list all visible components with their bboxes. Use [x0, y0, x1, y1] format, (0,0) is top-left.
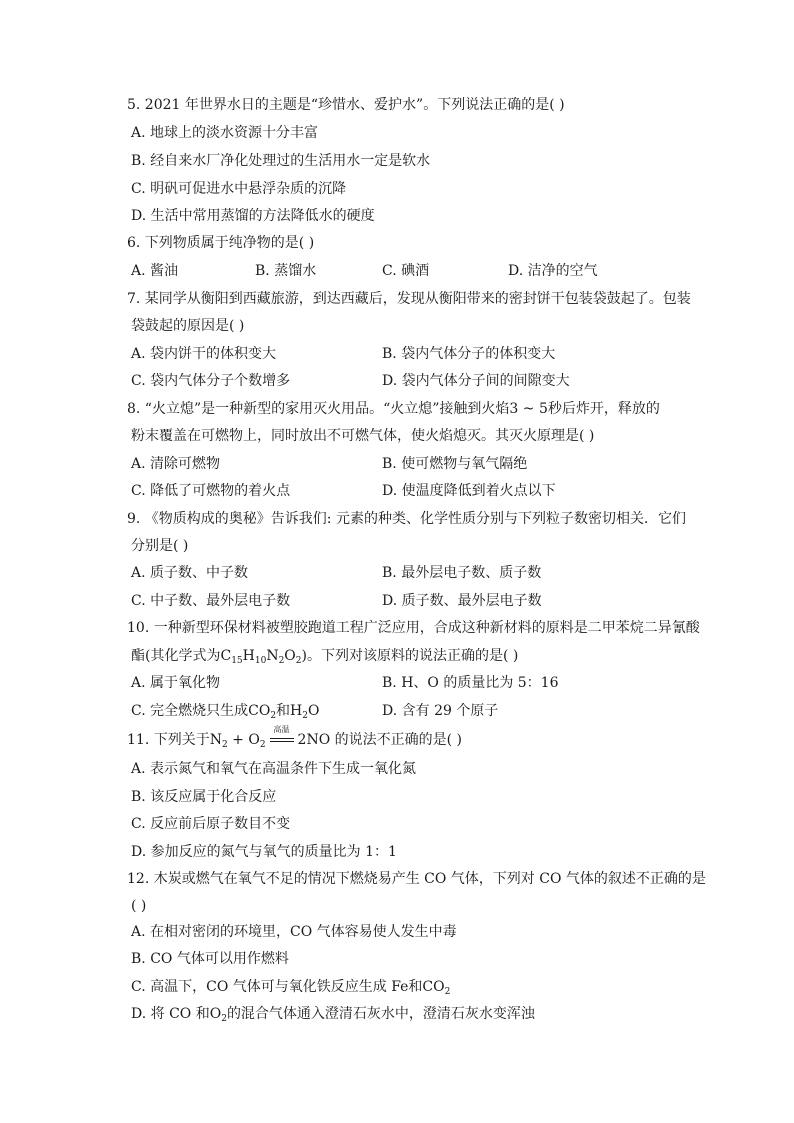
q8-option-a: A. 清除可燃物: [131, 456, 221, 472]
q11-option-d: D. 参加反应的氮气与氧气的质量比为 1：1: [131, 844, 397, 860]
q6-option-c: C. 碘酒: [382, 263, 430, 279]
q10-option-d: D. 含有 29 个原子: [382, 703, 499, 719]
q5-option-d: D. 生活中常用蒸馏的方法降低水的硬度: [131, 208, 375, 224]
q7-option-d: D. 袋内气体分子间的间隙变大: [382, 373, 570, 389]
q11-option-c: C. 反应前后原子数目不变: [131, 816, 291, 832]
q11-option-b: B. 该反应属于化合反应: [131, 789, 277, 805]
q6-stem: 6. 下列物质属于纯净物的是( ): [127, 235, 315, 251]
q8-option-d: D. 使温度降低到着火点以下: [382, 483, 556, 499]
q6-option-b: B. 蒸馏水: [255, 263, 317, 279]
q12-stem-line1: 12. 木炭或燃气在氧气不足的情况下燃烧易产生 CO 气体，下列对 CO 气体的叙述不正确的是: [127, 871, 706, 887]
q12-option-c: C. 高温下，CO 气体可与氧化铁反应生成 Fe和$CO_2$: [131, 979, 451, 997]
q9-option-d: D. 质子数、最外层电子数: [382, 593, 542, 609]
q10-option-a: A. 属于氧化物: [131, 675, 221, 691]
q5-option-c: C. 明矾可促进水中悬浮杂质的沉降: [131, 181, 347, 197]
q11-stem: 11. 下列关于$N_2 + O_2$ 高温 2NO 的说法不正确的是( ): [127, 725, 463, 750]
reaction-equals-sign: [268, 725, 296, 746]
q9-option-a: A. 质子数、中子数: [131, 565, 249, 581]
q8-stem-line1: 8. “火立熄”是一种新型的家用灭火用品。“火立熄”接触到火焰3 ~ 5秒后炸开，释放的: [127, 401, 660, 417]
q8-option-b: B. 使可燃物与氧气隔绝: [382, 456, 528, 472]
q9-option-b: B. 最外层电子数、质子数: [382, 565, 542, 581]
q6-option-d: D. 洁净的空气: [508, 263, 598, 279]
q10-stem-line2: 酯(其化学式为$C_{15}H_{10}N_2O_2$)。下列对该原料的说法正确的是( ): [131, 648, 519, 666]
q7-option-c: C. 袋内气体分子个数增多: [131, 373, 291, 389]
q9-stem-line2: 分别是( ): [131, 538, 189, 554]
q6-option-a: A. 酱油: [131, 263, 179, 279]
q5-option-b: B. 经自来水厂净化处理过的生活用水一定是软水: [131, 153, 431, 169]
q7-option-b: B. 袋内气体分子的体积变大: [382, 346, 556, 362]
q10-option-c: C. 完全燃烧只生成$CO_2$和$H_2O$: [131, 703, 320, 721]
q9-option-c: C. 中子数、最外层电子数: [131, 593, 291, 609]
q8-stem-line2: 粉末覆盖在可燃物上，同时放出不可燃气体，使火焰熄灭。其灭火原理是( ): [131, 428, 595, 444]
q7-option-a: A. 袋内饼干的体积变大: [131, 346, 277, 362]
q5-stem: 5. 2021 年世界水日的主题是“珍惜水、爱护水”。下列说法正确的是( ): [127, 97, 565, 113]
q7-stem-line1: 7. 某同学从衡阳到西藏旅游，到达西藏后，发现从衡阳带来的密封饼干包装袋鼓起了。包装: [127, 291, 691, 307]
q10-stem-line1: 10. 一种新型环保材料被塑胶跑道工程广泛应用，合成这种新材料的原料是二甲苯烷二异氰酸: [127, 620, 700, 636]
q5-option-a: A. 地球上的淡水资源十分丰富: [131, 125, 319, 141]
q11-option-a: A. 表示氮气和氧气在高温条件下生成一氧化氮: [131, 761, 417, 777]
q12-stem-line2: ( ): [131, 898, 147, 914]
q12-option-b: B. CO 气体可以用作燃料: [131, 951, 289, 967]
q12-option-a: A. 在相对密闭的环境里，CO 气体容易使人发生中毒: [131, 924, 457, 940]
reaction-condition: 高温: [273, 725, 290, 734]
q12-option-d: D. 将 CO 和$O_2$的混合气体通入澄清石灰水中，澄清石灰水变浑浊: [131, 1006, 535, 1024]
q7-stem-line2: 袋鼓起的原因是( ): [131, 318, 245, 334]
q9-stem-line1: 9. 《物质构成的奥秘》告诉我们: 元素的种类、化学性质分别与下列粒子数密切相关．它们: [127, 511, 686, 527]
q8-option-c: C. 降低了可燃物的着火点: [131, 483, 291, 499]
q10-option-b: B. H、O 的质量比为 5：16: [382, 675, 559, 691]
